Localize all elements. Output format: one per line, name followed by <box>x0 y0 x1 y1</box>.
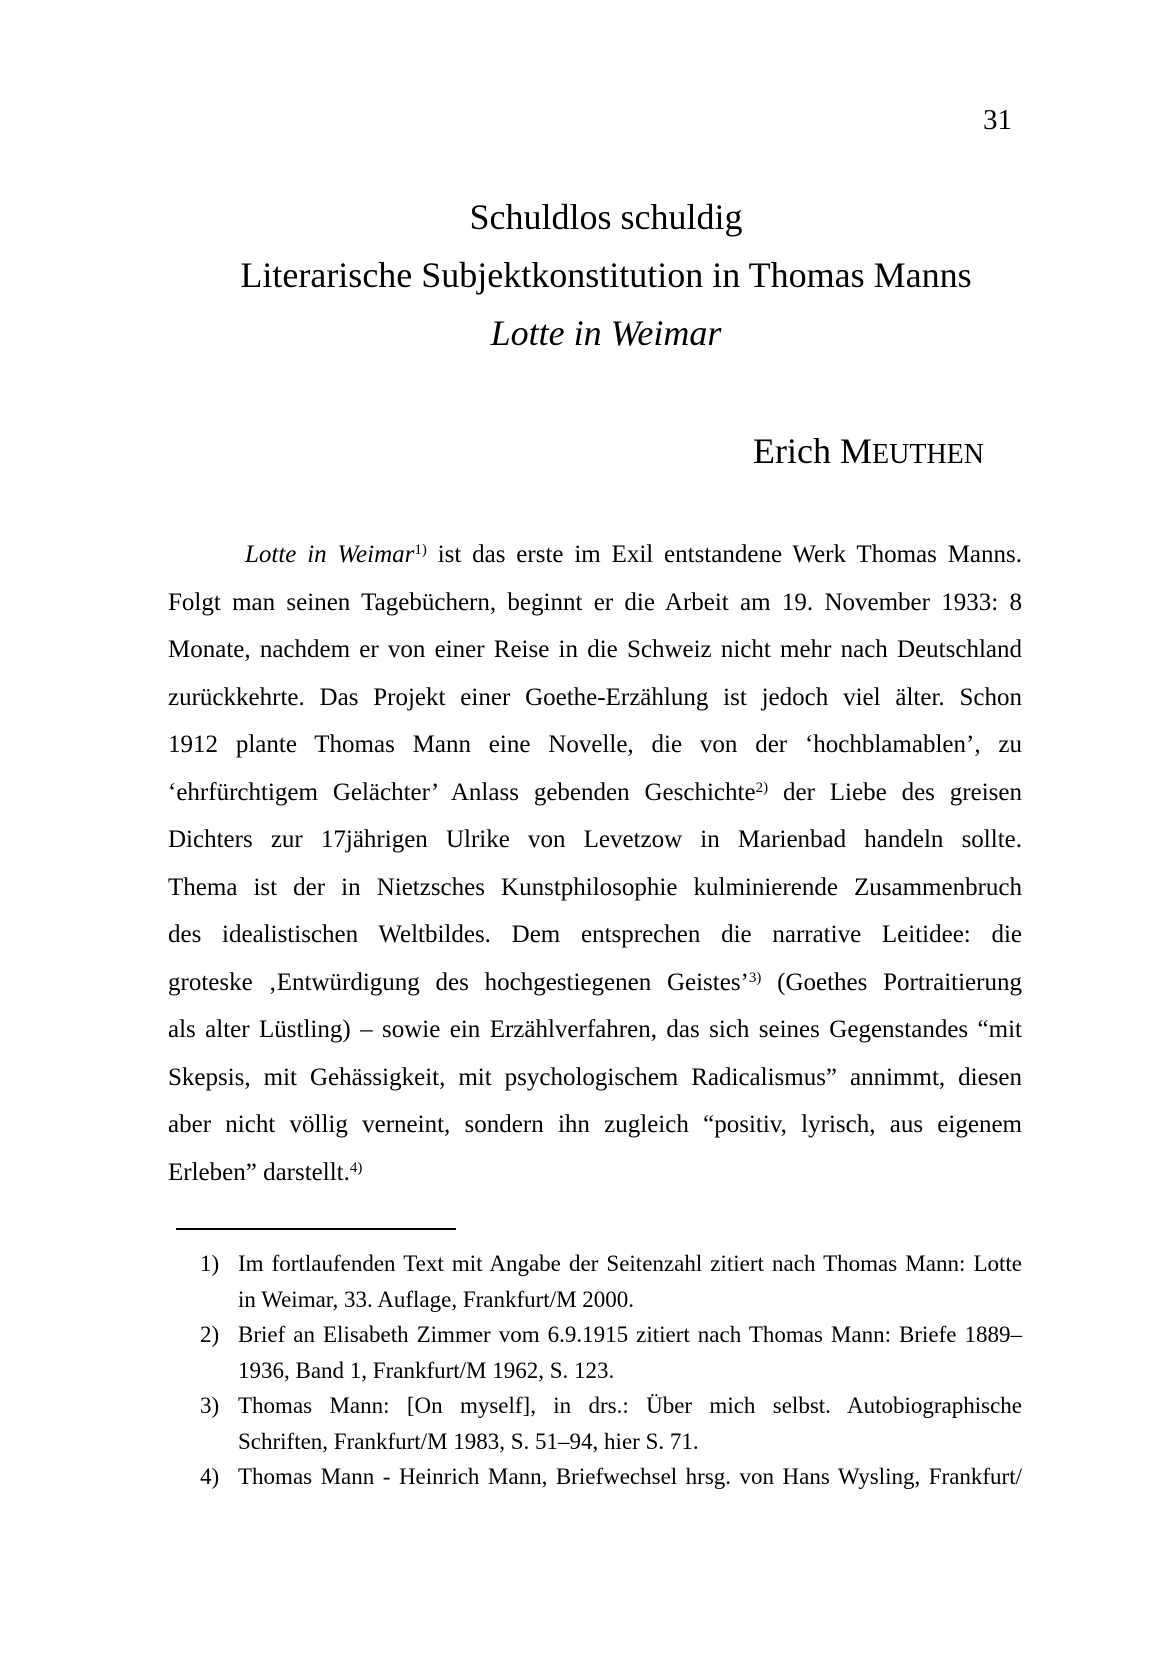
body-line <box>168 579 1022 627</box>
text-segment: Dichters zur 17jährigen Ulrike von Levetzow in Marienbad handeln sollte. <box>168 826 1022 853</box>
text-segment: der Liebe des greisen <box>768 778 1022 806</box>
body-line <box>168 721 1022 769</box>
author-first-name: Erich M <box>753 431 873 471</box>
footnote-line: Brief an Elisabeth Zimmer vom 6.9.1915 zitiert nach Thomas Mann: Briefe 1889– <box>238 1322 1022 1347</box>
text-segment: Erleben” darstellt. <box>168 1158 350 1186</box>
article-title-line-1: Schuldlos schuldig <box>469 197 743 237</box>
text-segment: Thema ist der in Nietzsches Kunstphilosophie kulminierende Zusammenbruch <box>168 873 1022 901</box>
body-line <box>168 864 1022 912</box>
footnote-line: Schriften, Frankfurt/M 1983, S. 51–94, hier S. 71. <box>238 1428 699 1454</box>
text-segment: ‘ehrfürchtigem Gelächter’ Anlass gebenden Geschichte <box>168 778 756 806</box>
body-line <box>168 674 1022 722</box>
body-line <box>168 1006 1022 1054</box>
text-segment: 1912 plante Thomas Mann eine Novelle, die von der ‘hochblamablen’, zu <box>168 731 1022 758</box>
text-segment: als alter Lüstling) – sowie ein Erzählverfahren, das sich seines Gegenstandes “mit <box>168 1016 1022 1043</box>
footnote-item <box>168 1459 1022 1495</box>
footnote-line: Thomas Mann: [On myself], in drs.: Über mich selbst. Autobiographische <box>238 1393 1022 1418</box>
footnote-text <box>238 1459 1022 1495</box>
article-title-line-2: Literarische Subjektkonstitution in Thomas Manns <box>240 255 972 295</box>
footnotes <box>168 1246 1022 1495</box>
body-line <box>168 531 1022 579</box>
footnote-marker: 1) <box>414 541 427 558</box>
footnote-marker: 3) <box>748 969 762 986</box>
footnote-number: 3) <box>200 1393 220 1418</box>
footnote-line: Thomas Mann - Heinrich Mann, Briefwechsel hrsg. von Hans Wysling, Frankfurt/ <box>238 1464 1022 1489</box>
footnote-item <box>168 1246 1022 1317</box>
body-line <box>168 911 1022 959</box>
footnote-item <box>168 1317 1022 1388</box>
body-line <box>168 1054 1022 1102</box>
article-body <box>168 531 1022 1196</box>
footnote-number: 1) <box>200 1251 220 1276</box>
article-title-line-3-italic: Lotte in Weimar <box>490 313 722 353</box>
body-line <box>168 816 1022 864</box>
text-segment: (Goethes Portraitierung <box>761 968 1022 996</box>
footnote-marker: 2) <box>755 779 769 796</box>
text-segment: Monate, nachdem er von einer Reise in die Schweiz nicht mehr nach Deutschland <box>168 636 1022 663</box>
text-segment: Folgt man seinen Tagebüchern, beginnt er die Arbeit am 19. November 1933: 8 <box>168 588 1022 616</box>
body-line <box>168 1101 1022 1149</box>
work-title-italic: Lotte in Weimar <box>245 541 415 568</box>
body-line <box>168 626 1022 674</box>
page-number: 31 <box>983 104 1012 136</box>
footnote-text <box>238 1246 1022 1317</box>
text-segment: zurückkehrte. Das Projekt einer Goethe-Erzählung ist jedoch viel älter. Schon <box>168 683 1022 711</box>
footnote-item <box>168 1388 1022 1459</box>
footnote-number: 2) <box>200 1322 220 1347</box>
footnote-line: Im fortlaufenden Text mit Angabe der Seitenzahl zitiert nach Thomas Mann: Lotte <box>238 1251 1022 1276</box>
author-name <box>168 430 1022 472</box>
footnote-separator <box>176 1228 456 1230</box>
body-line <box>168 959 1022 1007</box>
footnote-text <box>238 1317 1022 1388</box>
footnote-marker: 4) <box>349 1159 363 1176</box>
footnote-text <box>238 1388 1022 1459</box>
body-line <box>168 769 1022 817</box>
text-segment: ist das erste im Exil entstandene Werk Thomas Manns. <box>426 541 1022 568</box>
footnote-number: 4) <box>200 1464 220 1489</box>
text-segment: groteske ‚Entwürdigung des hochgestiegenen Geistes’ <box>168 968 749 996</box>
text-segment: aber nicht völlig verneint, sondern ihn zugleich “positiv, lyrisch, aus eigenem <box>168 1111 1022 1138</box>
footnote-line: 1936, Band 1, Frankfurt/M 1962, S. 123. <box>238 1357 615 1383</box>
text-segment: des idealistischen Weltbildes. Dem entsprechen die narrative Leitidee: die <box>168 921 1022 948</box>
author-lastname-smallcaps: EUTHEN <box>872 439 984 470</box>
body-line <box>168 1149 1022 1197</box>
footnote-line: in Weimar, 33. Auflage, Frankfurt/M 2000. <box>238 1286 635 1312</box>
text-segment: Skepsis, mit Gehässigkeit, mit psychologischem Radicalismus” annimmt, diesen <box>168 1063 1022 1091</box>
